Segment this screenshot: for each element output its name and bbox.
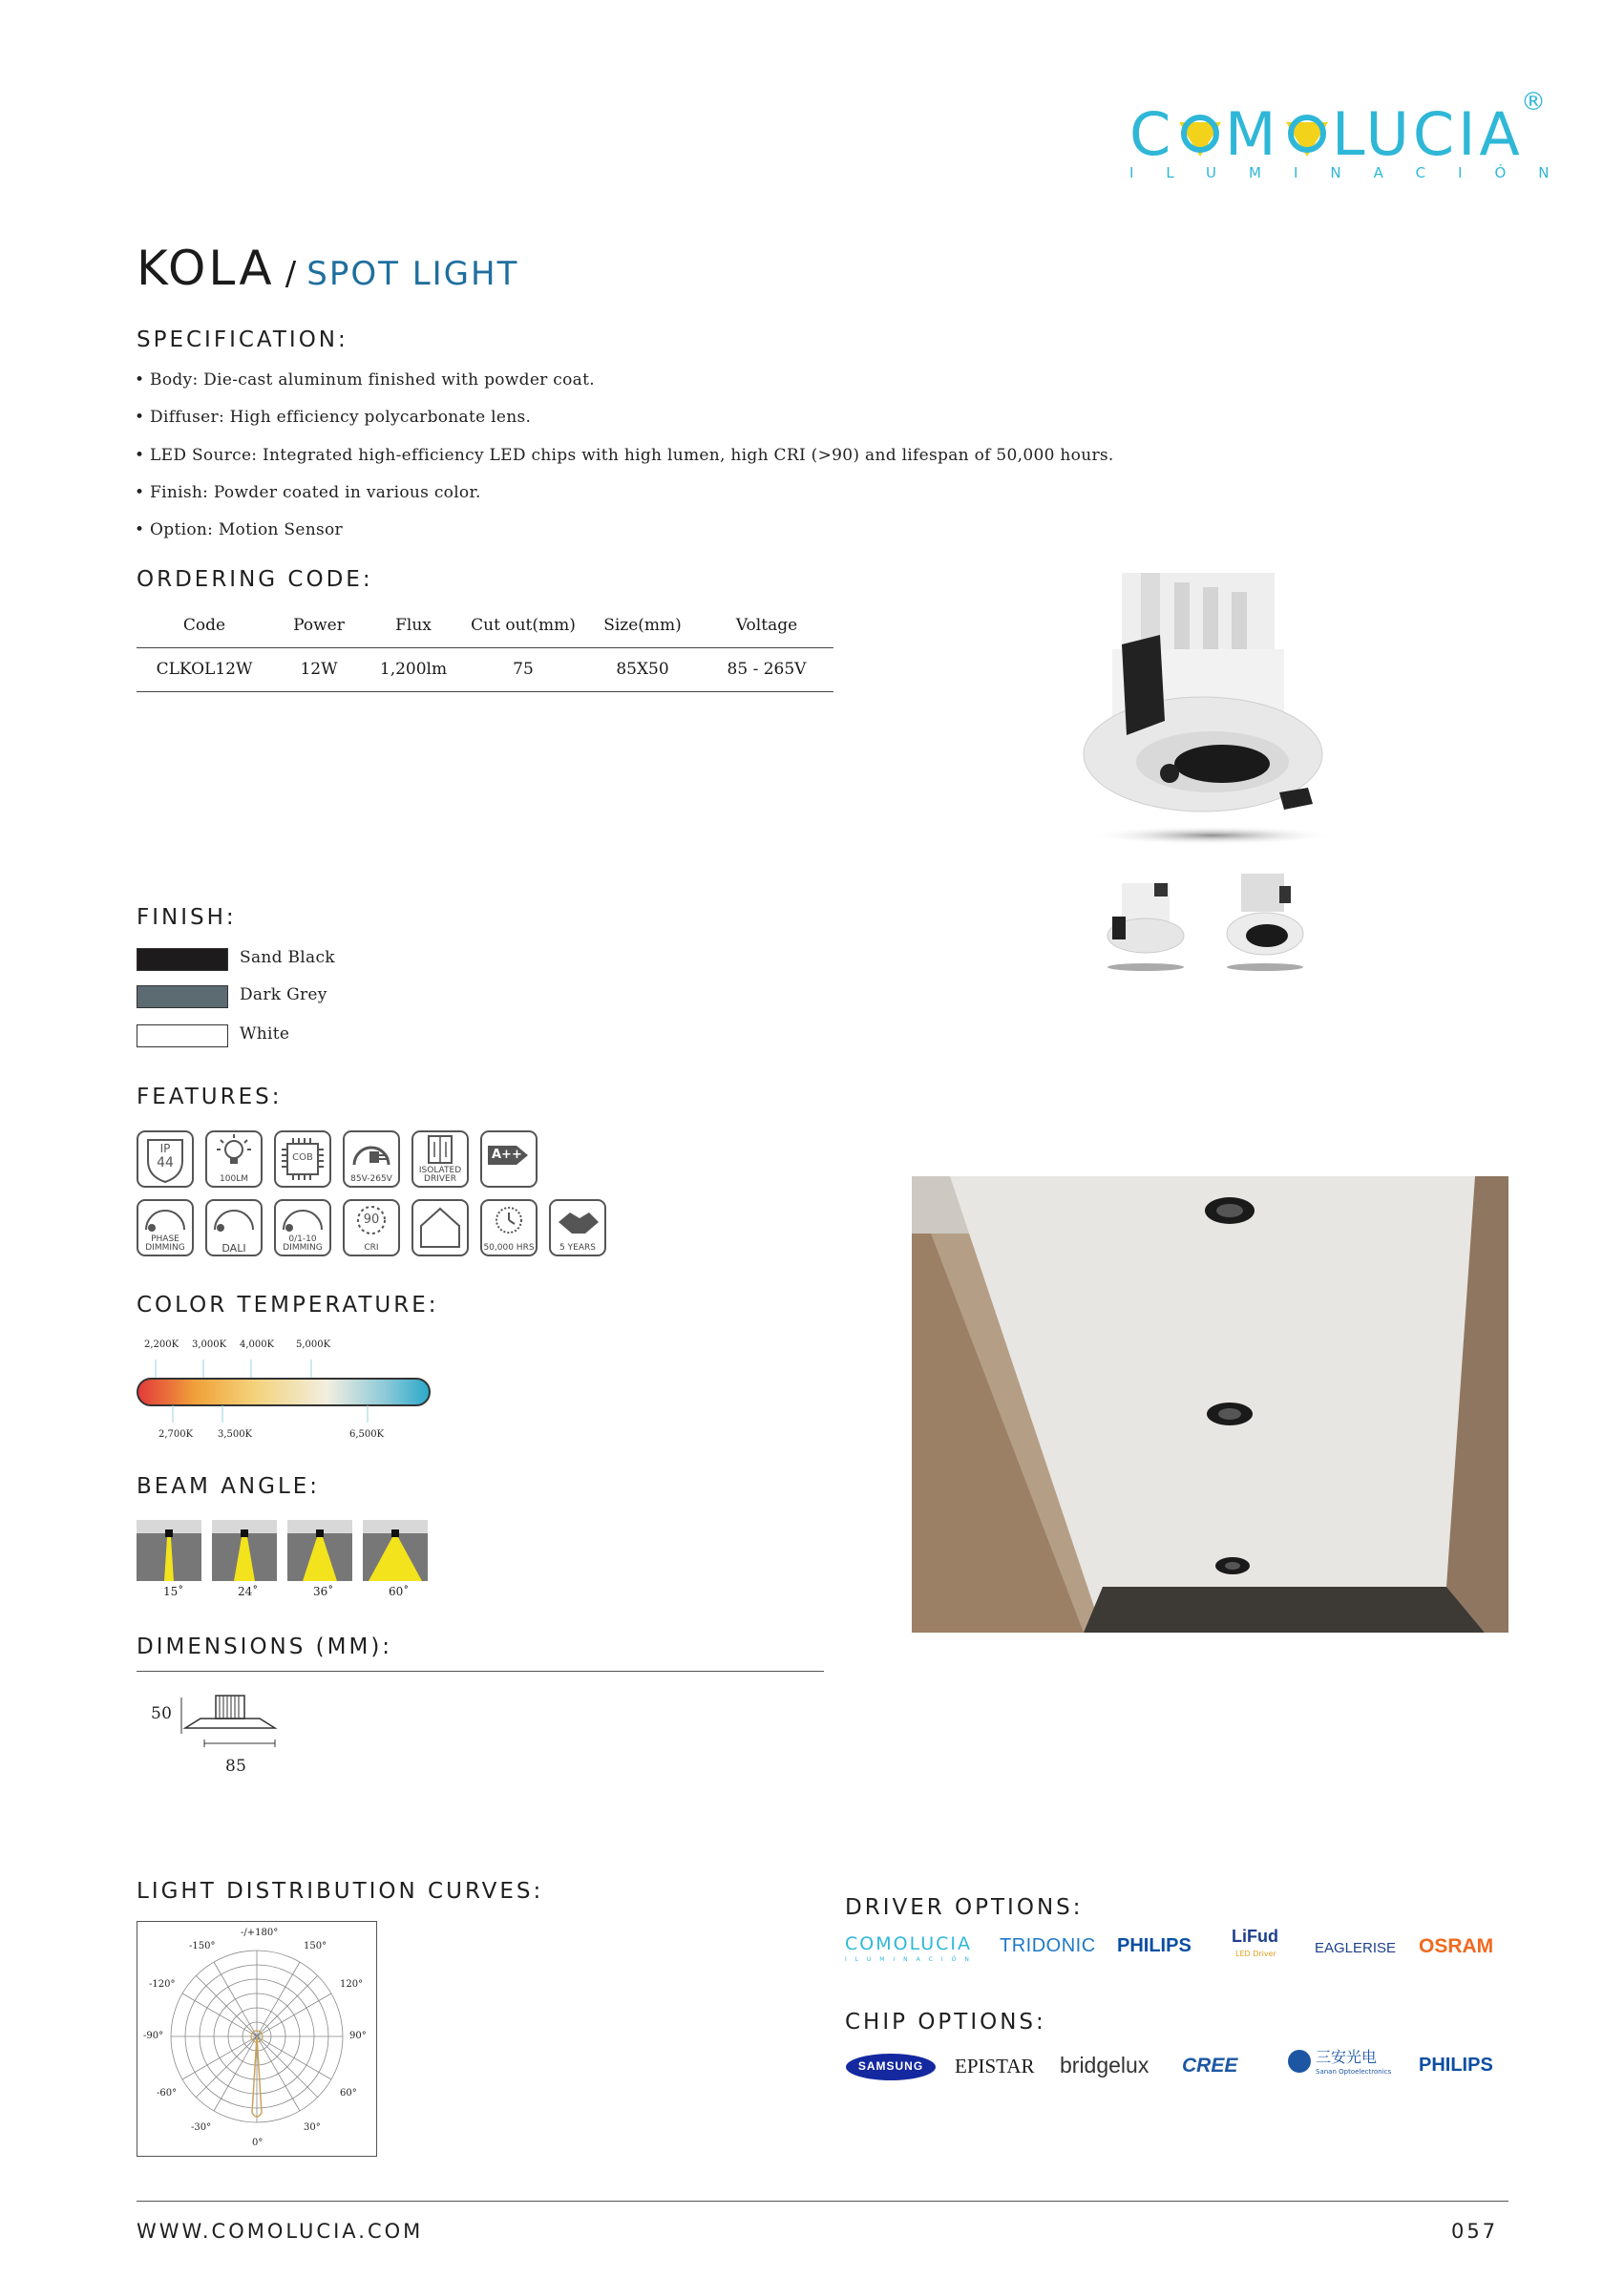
column-header: Voltage [735, 615, 798, 635]
lifud-sub: LED Driver [1235, 1950, 1276, 1958]
beam-angle-heading: BEAM ANGLE: [137, 1474, 321, 1499]
polar-label: 30° [304, 2122, 321, 2133]
feature-label: PHASE DIMMING [145, 1234, 185, 1253]
svg-text:C: C [1129, 99, 1175, 169]
spec-item: • Option: Motion Sensor [135, 520, 343, 539]
beam-15-diagram [137, 1520, 201, 1581]
registered-mark: ® [1521, 88, 1546, 116]
handshake-warranty-icon [549, 1199, 606, 1256]
driver-logo-osram: OSRAM [1419, 1935, 1494, 1957]
ct-top-label: 2,200K [144, 1339, 179, 1350]
driver-options-heading: DRIVER OPTIONS: [845, 1895, 1084, 1920]
color-temperature-heading: COLOR TEMPERATURE: [137, 1293, 439, 1318]
beam-angle-label: 60˚ [389, 1585, 410, 1598]
table-cell: 1,200lm [379, 660, 448, 679]
feature-label: 50,000 HRS [483, 1243, 535, 1253]
spec-item: • Body: Die-cast aluminum finished with powder coat. [135, 370, 595, 390]
finish-swatch-dark-grey [137, 985, 228, 1008]
polar-label: -/+180° [241, 1928, 279, 1938]
driver-logo-philips: PHILIPS [1117, 1935, 1192, 1956]
lifud-text: LiFud [1232, 1927, 1278, 1946]
spec-item: • Diffuser: High efficiency polycarbonate lens. [135, 408, 532, 427]
polar-label: 150° [304, 1941, 327, 1951]
polar-label: -150° [189, 1941, 216, 1951]
dali-icon [205, 1199, 263, 1256]
chip-logo-philips: PHILIPS [1419, 2055, 1493, 2076]
house-indoor-icon [411, 1199, 469, 1256]
table-cell: 75 [513, 660, 534, 679]
dimensions-rule [137, 1671, 824, 1672]
finish-label: White [240, 1024, 290, 1044]
phase-dimming-icon [137, 1199, 194, 1256]
isolated-driver-icon [411, 1130, 469, 1188]
beam-24-diagram [212, 1520, 277, 1581]
finish-swatch-sand-black [137, 948, 228, 971]
feature-label: CRI [364, 1243, 379, 1253]
beam-36-diagram [287, 1520, 352, 1581]
chip-logo-cree: CREE [1182, 2055, 1238, 2077]
polar-label: -120° [149, 1979, 176, 1990]
table-cell: CLKOL12W [156, 660, 253, 679]
ct-top-label: 3,000K [192, 1339, 227, 1350]
footer-page-number: 057 [1451, 2220, 1499, 2243]
driver-logo-tridonic: TRIDONIC [1000, 1935, 1096, 1956]
ct-bottom-label: 3,500K [218, 1429, 253, 1440]
chip-logo-bridgelux: bridgelux [1060, 2053, 1149, 2078]
finish-label: Dark Grey [240, 985, 327, 1004]
finish-label: Sand Black [240, 948, 335, 967]
svg-text:M: M [1225, 99, 1280, 169]
sanan-emblem-icon [1287, 2045, 1312, 2078]
polar-label: 120° [340, 1979, 364, 1990]
color-temperature-scale [137, 1354, 432, 1430]
polar-label: 90° [349, 2031, 367, 2041]
table-row [137, 647, 833, 691]
product-name: KOLA [137, 241, 275, 296]
feature-label: 100LM [220, 1174, 248, 1184]
beam-angle-label: 24˚ [238, 1585, 259, 1598]
cob-label: COB [292, 1152, 313, 1163]
product-category: SPOT LIGHT [306, 255, 519, 293]
spec-item: • Finish: Powder coated in various color. [135, 483, 481, 502]
table-cell: 12W [300, 660, 338, 679]
bulb-icon [205, 1130, 263, 1188]
logo-subtitle: ILUMINACIÓN [1129, 164, 1582, 181]
polar-label: 60° [340, 2088, 357, 2099]
installation-photo [912, 1176, 1508, 1633]
beam-angle-label: 36˚ [313, 1585, 334, 1598]
ip-value: 44 [157, 1155, 174, 1171]
comolucia-logo-text: COMOLUCIA [845, 1933, 972, 1954]
svg-text:LUCIA: LUCIA [1332, 99, 1524, 169]
finish-swatch-white [137, 1024, 228, 1047]
polar-label: 0° [252, 2138, 264, 2148]
cri-icon [343, 1199, 400, 1256]
column-header: Power [293, 615, 345, 635]
feature-label: 5 YEARS [559, 1243, 596, 1253]
samsung-text: SAMSUNG [857, 2059, 924, 2073]
feature-label: DALI [221, 1242, 246, 1255]
product-thumb-side [1103, 874, 1189, 974]
table-cell: 85 - 265V [727, 660, 807, 679]
ordering-heading: ORDERING CODE: [137, 567, 373, 592]
product-main-image [1069, 554, 1346, 850]
title-separator: / [285, 255, 297, 293]
polar-diagram [137, 1921, 377, 2157]
driver-logo-lifud [1232, 1927, 1289, 1965]
ct-top-label: 4,000K [240, 1339, 275, 1350]
chip-options-heading: CHIP OPTIONS: [845, 2010, 1046, 2035]
light-distribution-heading: LIGHT DISTRIBUTION CURVES: [137, 1879, 544, 1904]
table-cell: 85X50 [616, 660, 669, 679]
column-header: Cut out(mm) [471, 615, 576, 635]
beam-angle-label: 15˚ [163, 1585, 184, 1598]
footer-rule [137, 2201, 1508, 2202]
ip44-shield-icon [137, 1130, 194, 1188]
sanan-sub: Sanan Optoelectronics [1316, 2068, 1392, 2076]
energy-class-icon [480, 1130, 538, 1188]
features-heading: FEATURES: [137, 1085, 283, 1109]
chip-logo-samsung [845, 2053, 937, 2081]
cri-value: 90 [363, 1213, 380, 1227]
dimensions-heading: DIMENSIONS (MM): [137, 1635, 393, 1659]
product-thumb-front [1222, 869, 1308, 974]
driver-logo-comolucia [845, 1933, 979, 1968]
sanan-text: 三安光电 [1316, 2048, 1378, 2066]
driver-logo-eaglerise: EAGLERISE [1315, 1940, 1397, 1956]
chip-logo-epistar: EPISTAR [955, 2055, 1035, 2078]
ordering-table [137, 603, 833, 692]
footer-website: WWW.COMOLUCIA.COM [137, 2220, 424, 2243]
spec-item: • LED Source: Integrated high-efficiency LED chips with high lumen, high CRI (>90) and lifespan of 50,000 hours. [135, 446, 1114, 465]
feature-label: 0/1-10 DIMMING [283, 1234, 323, 1253]
ct-bottom-label: 6,500K [349, 1429, 385, 1440]
column-header: Flux [395, 615, 432, 635]
clock-hours-icon [480, 1199, 538, 1256]
beam-60-diagram [363, 1520, 428, 1581]
polar-label: -60° [157, 2088, 178, 2099]
ip-label: IP [159, 1142, 171, 1155]
table-header-row [137, 603, 833, 647]
ct-top-label: 5,000K [296, 1339, 331, 1350]
dimension-drawing [172, 1690, 296, 1757]
product-title [137, 241, 518, 296]
comolucia-logo-sub: ILUMINACIÓN [845, 1956, 978, 1963]
ct-bottom-label: 2,700K [158, 1429, 194, 1440]
polar-label: -30° [191, 2122, 212, 2133]
dimming-0-10-icon [274, 1199, 331, 1256]
dimension-height: 50 [151, 1704, 173, 1723]
column-header: Size(mm) [603, 615, 682, 635]
voltage-plug-icon [343, 1130, 400, 1188]
polar-label: -90° [143, 2031, 164, 2041]
chip-logo-sanan [1287, 2043, 1392, 2085]
finish-heading: FINISH: [137, 905, 237, 930]
specification-heading: SPECIFICATION: [137, 327, 348, 352]
energy-class-label: A++ [492, 1148, 522, 1162]
feature-label: ISOLATED DRIVER [418, 1166, 462, 1184]
dimension-width: 85 [225, 1757, 247, 1776]
brand-logo [1129, 88, 1582, 191]
feature-label: 85V-265V [350, 1174, 392, 1184]
cob-chip-icon [274, 1130, 331, 1188]
column-header: Code [182, 615, 226, 635]
